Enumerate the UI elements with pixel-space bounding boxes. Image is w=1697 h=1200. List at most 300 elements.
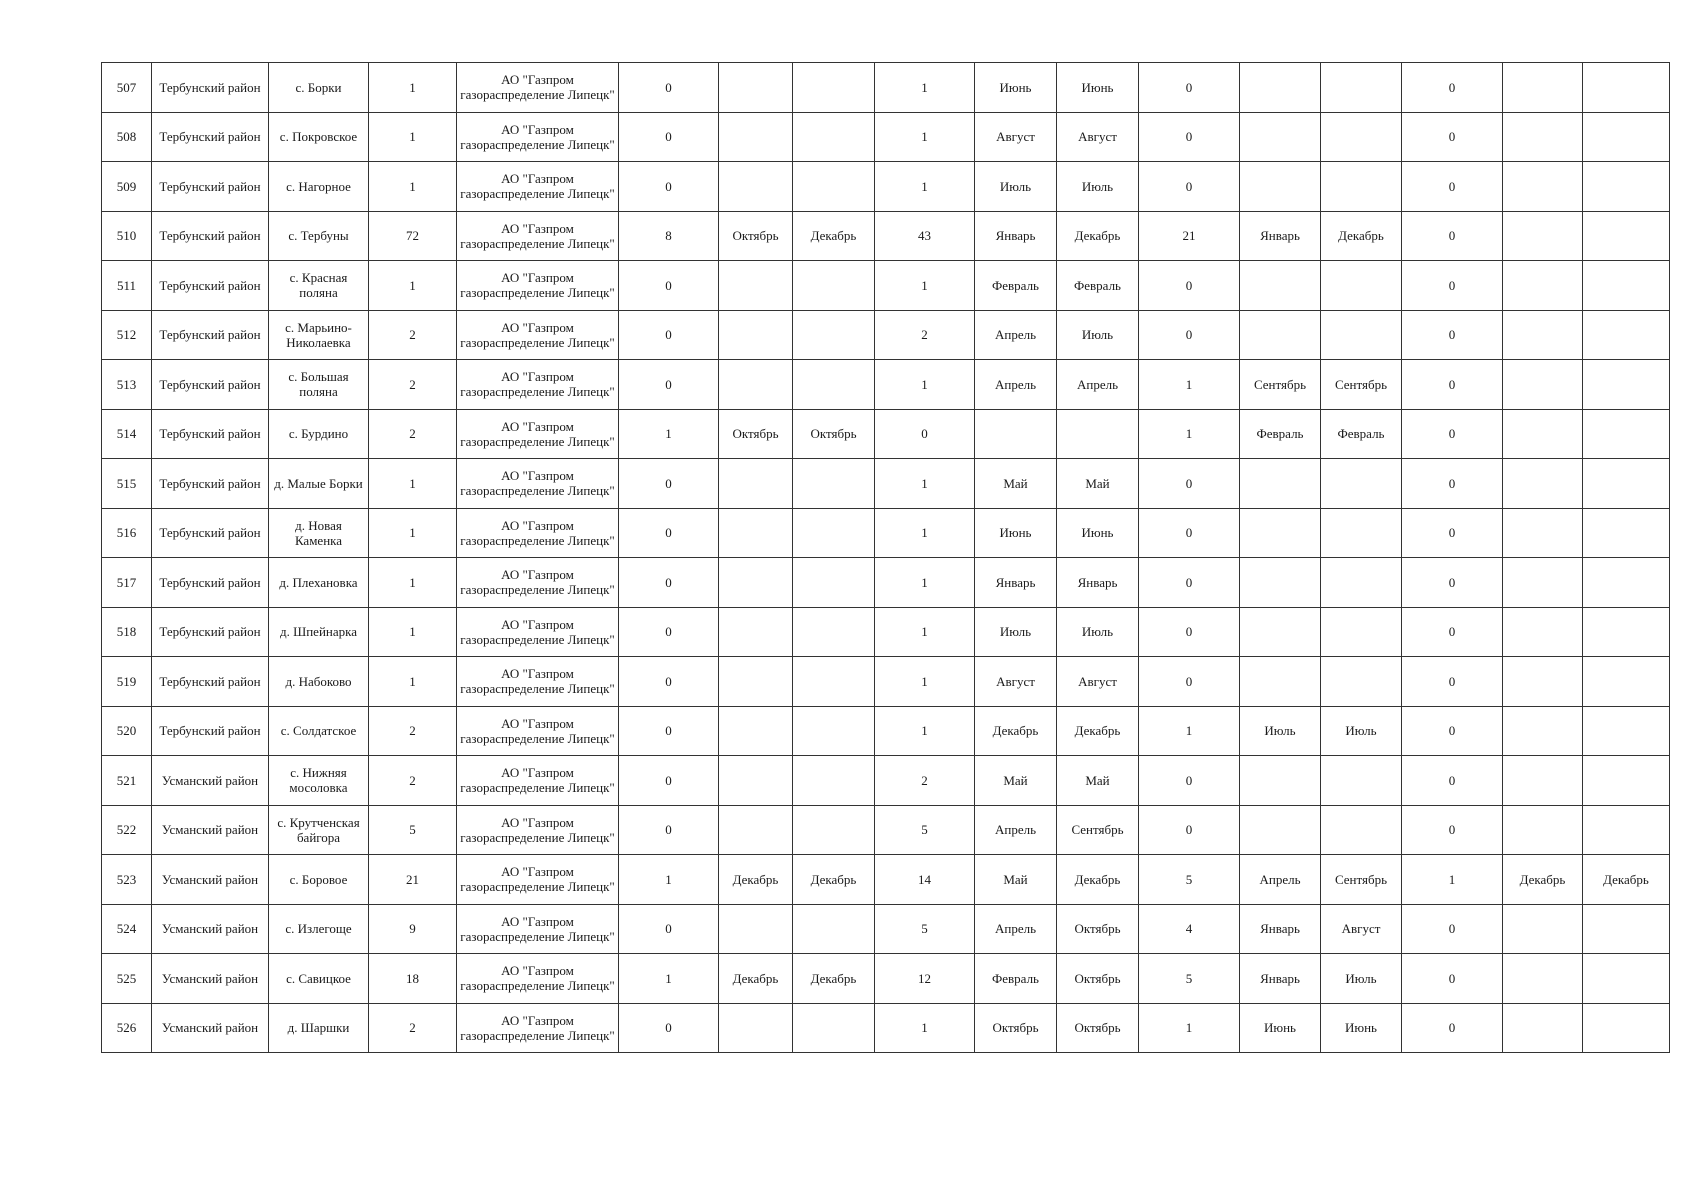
cell-start-4 bbox=[1503, 657, 1583, 707]
cell-start-4 bbox=[1503, 607, 1583, 657]
table-row bbox=[102, 508, 1670, 558]
cell-organization: АО "Газпром газораспределение Липецк" bbox=[457, 63, 619, 113]
cell-start-2: Июнь bbox=[975, 63, 1057, 113]
cell-district: Тербунский район bbox=[152, 508, 269, 558]
cell-count-3: 5 bbox=[1139, 954, 1240, 1004]
cell-count-4: 0 bbox=[1402, 607, 1503, 657]
cell-start-3 bbox=[1240, 657, 1321, 707]
cell-district: Усманский район bbox=[152, 1003, 269, 1053]
table-row bbox=[102, 261, 1670, 311]
cell-row-number: 526 bbox=[102, 1003, 152, 1053]
cell-settlement: д. Набоково bbox=[269, 657, 369, 707]
cell-district: Тербунский район bbox=[152, 360, 269, 410]
cell-count-2: 1 bbox=[875, 261, 975, 311]
cell-end-1 bbox=[793, 706, 875, 756]
cell-count-3: 0 bbox=[1139, 112, 1240, 162]
cell-start-1 bbox=[719, 508, 793, 558]
cell-start-2: Октябрь bbox=[975, 1003, 1057, 1053]
cell-end-2: Май bbox=[1057, 756, 1139, 806]
cell-end-4 bbox=[1583, 657, 1670, 707]
cell-end-2: Октябрь bbox=[1057, 954, 1139, 1004]
cell-row-number: 510 bbox=[102, 211, 152, 261]
cell-end-2: Октябрь bbox=[1057, 904, 1139, 954]
table-row bbox=[102, 112, 1670, 162]
cell-start-3 bbox=[1240, 112, 1321, 162]
cell-end-2: Сентябрь bbox=[1057, 805, 1139, 855]
cell-organization: АО "Газпром газораспределение Липецк" bbox=[457, 409, 619, 459]
cell-district: Усманский район bbox=[152, 756, 269, 806]
cell-start-3 bbox=[1240, 63, 1321, 113]
cell-start-4 bbox=[1503, 706, 1583, 756]
cell-end-4 bbox=[1583, 558, 1670, 608]
cell-settlement: с. Марьино-Николаевка bbox=[269, 310, 369, 360]
cell-end-4 bbox=[1583, 756, 1670, 806]
cell-start-4 bbox=[1503, 112, 1583, 162]
cell-district: Усманский район bbox=[152, 954, 269, 1004]
cell-end-1 bbox=[793, 607, 875, 657]
cell-end-1 bbox=[793, 162, 875, 212]
cell-count-1: 0 bbox=[619, 805, 719, 855]
table-row bbox=[102, 409, 1670, 459]
cell-end-1 bbox=[793, 310, 875, 360]
cell-row-number: 516 bbox=[102, 508, 152, 558]
cell-count-3: 0 bbox=[1139, 558, 1240, 608]
cell-count-4: 0 bbox=[1402, 706, 1503, 756]
cell-start-2: Май bbox=[975, 756, 1057, 806]
cell-start-1 bbox=[719, 706, 793, 756]
cell-count-4: 0 bbox=[1402, 1003, 1503, 1053]
cell-end-4 bbox=[1583, 112, 1670, 162]
cell-end-3: Декабрь bbox=[1321, 211, 1402, 261]
table-row bbox=[102, 211, 1670, 261]
cell-end-1 bbox=[793, 657, 875, 707]
cell-row-number: 507 bbox=[102, 63, 152, 113]
cell-count-2: 5 bbox=[875, 904, 975, 954]
cell-count-1: 0 bbox=[619, 904, 719, 954]
cell-end-2: Апрель bbox=[1057, 360, 1139, 410]
cell-start-4 bbox=[1503, 1003, 1583, 1053]
cell-row-number: 519 bbox=[102, 657, 152, 707]
cell-count-4: 0 bbox=[1402, 657, 1503, 707]
cell-row-number: 523 bbox=[102, 855, 152, 905]
cell-end-3: Июль bbox=[1321, 706, 1402, 756]
cell-count-1: 0 bbox=[619, 558, 719, 608]
cell-start-1 bbox=[719, 63, 793, 113]
cell-district: Тербунский район bbox=[152, 657, 269, 707]
cell-total: 2 bbox=[369, 756, 457, 806]
cell-district: Тербунский район bbox=[152, 459, 269, 509]
cell-start-4 bbox=[1503, 954, 1583, 1004]
cell-organization: АО "Газпром газораспределение Липецк" bbox=[457, 855, 619, 905]
cell-count-3: 0 bbox=[1139, 310, 1240, 360]
cell-end-3 bbox=[1321, 607, 1402, 657]
cell-end-2: Май bbox=[1057, 459, 1139, 509]
cell-start-1 bbox=[719, 360, 793, 410]
cell-count-4: 0 bbox=[1402, 756, 1503, 806]
cell-settlement: с. Бурдино bbox=[269, 409, 369, 459]
cell-total: 1 bbox=[369, 657, 457, 707]
cell-count-1: 0 bbox=[619, 310, 719, 360]
cell-end-1 bbox=[793, 805, 875, 855]
table-row bbox=[102, 459, 1670, 509]
table-row bbox=[102, 855, 1670, 905]
cell-total: 21 bbox=[369, 855, 457, 905]
cell-count-1: 1 bbox=[619, 409, 719, 459]
cell-end-4 bbox=[1583, 805, 1670, 855]
cell-total: 18 bbox=[369, 954, 457, 1004]
cell-end-2: Июль bbox=[1057, 607, 1139, 657]
cell-count-4: 1 bbox=[1402, 855, 1503, 905]
cell-end-3 bbox=[1321, 459, 1402, 509]
cell-end-4 bbox=[1583, 459, 1670, 509]
cell-count-4: 0 bbox=[1402, 63, 1503, 113]
cell-start-1 bbox=[719, 756, 793, 806]
cell-count-2: 43 bbox=[875, 211, 975, 261]
cell-end-4 bbox=[1583, 162, 1670, 212]
cell-count-4: 0 bbox=[1402, 459, 1503, 509]
cell-start-3 bbox=[1240, 162, 1321, 212]
cell-start-2: Июль bbox=[975, 162, 1057, 212]
cell-count-4: 0 bbox=[1402, 211, 1503, 261]
cell-count-3: 1 bbox=[1139, 706, 1240, 756]
cell-end-3: Июль bbox=[1321, 954, 1402, 1004]
cell-start-4: Декабрь bbox=[1503, 855, 1583, 905]
cell-row-number: 517 bbox=[102, 558, 152, 608]
cell-end-1: Декабрь bbox=[793, 211, 875, 261]
cell-count-2: 12 bbox=[875, 954, 975, 1004]
cell-start-2: Июнь bbox=[975, 508, 1057, 558]
cell-count-2: 1 bbox=[875, 508, 975, 558]
cell-organization: АО "Газпром газораспределение Липецк" bbox=[457, 657, 619, 707]
cell-district: Тербунский район bbox=[152, 310, 269, 360]
cell-organization: АО "Газпром газораспределение Липецк" bbox=[457, 508, 619, 558]
cell-start-1 bbox=[719, 310, 793, 360]
cell-count-1: 0 bbox=[619, 756, 719, 806]
cell-end-4 bbox=[1583, 706, 1670, 756]
cell-start-3 bbox=[1240, 756, 1321, 806]
table-row bbox=[102, 360, 1670, 410]
cell-end-2: Июль bbox=[1057, 310, 1139, 360]
cell-start-3: Январь bbox=[1240, 211, 1321, 261]
cell-settlement: с. Тербуны bbox=[269, 211, 369, 261]
table-row bbox=[102, 904, 1670, 954]
cell-start-3 bbox=[1240, 607, 1321, 657]
table-row bbox=[102, 706, 1670, 756]
cell-count-3: 1 bbox=[1139, 360, 1240, 410]
cell-start-3 bbox=[1240, 310, 1321, 360]
cell-start-1 bbox=[719, 657, 793, 707]
table-row bbox=[102, 954, 1670, 1004]
table-row bbox=[102, 756, 1670, 806]
table-row bbox=[102, 607, 1670, 657]
cell-start-3 bbox=[1240, 508, 1321, 558]
cell-start-3: Апрель bbox=[1240, 855, 1321, 905]
cell-district: Усманский район bbox=[152, 855, 269, 905]
cell-end-1 bbox=[793, 904, 875, 954]
cell-count-1: 1 bbox=[619, 855, 719, 905]
cell-end-2: Июнь bbox=[1057, 508, 1139, 558]
cell-settlement: с. Большая поляна bbox=[269, 360, 369, 410]
cell-end-3: Сентябрь bbox=[1321, 360, 1402, 410]
cell-count-3: 1 bbox=[1139, 409, 1240, 459]
cell-district: Усманский район bbox=[152, 805, 269, 855]
cell-start-4 bbox=[1503, 904, 1583, 954]
cell-end-4 bbox=[1583, 1003, 1670, 1053]
cell-count-4: 0 bbox=[1402, 954, 1503, 1004]
cell-total: 1 bbox=[369, 112, 457, 162]
cell-count-4: 0 bbox=[1402, 805, 1503, 855]
cell-end-3 bbox=[1321, 63, 1402, 113]
cell-total: 1 bbox=[369, 162, 457, 212]
cell-count-2: 1 bbox=[875, 360, 975, 410]
cell-settlement: д. Шпейнарка bbox=[269, 607, 369, 657]
cell-settlement: д. Новая Каменка bbox=[269, 508, 369, 558]
cell-end-1 bbox=[793, 1003, 875, 1053]
cell-end-3 bbox=[1321, 756, 1402, 806]
cell-organization: АО "Газпром газораспределение Липецк" bbox=[457, 904, 619, 954]
cell-district: Тербунский район bbox=[152, 261, 269, 311]
cell-district: Усманский район bbox=[152, 904, 269, 954]
cell-organization: АО "Газпром газораспределение Липецк" bbox=[457, 459, 619, 509]
cell-district: Тербунский район bbox=[152, 63, 269, 113]
cell-organization: АО "Газпром газораспределение Липецк" bbox=[457, 607, 619, 657]
cell-start-1 bbox=[719, 607, 793, 657]
cell-settlement: д. Малые Борки bbox=[269, 459, 369, 509]
cell-start-4 bbox=[1503, 805, 1583, 855]
cell-row-number: 515 bbox=[102, 459, 152, 509]
cell-count-1: 0 bbox=[619, 162, 719, 212]
cell-row-number: 518 bbox=[102, 607, 152, 657]
cell-count-4: 0 bbox=[1402, 261, 1503, 311]
cell-district: Тербунский район bbox=[152, 409, 269, 459]
cell-end-2: Август bbox=[1057, 112, 1139, 162]
cell-organization: АО "Газпром газораспределение Липецк" bbox=[457, 1003, 619, 1053]
cell-settlement: д. Шаршки bbox=[269, 1003, 369, 1053]
cell-total: 1 bbox=[369, 607, 457, 657]
cell-end-2 bbox=[1057, 409, 1139, 459]
cell-end-3: Февраль bbox=[1321, 409, 1402, 459]
cell-end-3 bbox=[1321, 112, 1402, 162]
cell-district: Тербунский район bbox=[152, 706, 269, 756]
cell-start-2: Май bbox=[975, 855, 1057, 905]
cell-organization: АО "Газпром газораспределение Липецк" bbox=[457, 211, 619, 261]
cell-end-2: Январь bbox=[1057, 558, 1139, 608]
cell-count-1: 0 bbox=[619, 657, 719, 707]
cell-start-1 bbox=[719, 904, 793, 954]
cell-end-3 bbox=[1321, 805, 1402, 855]
cell-end-1: Декабрь bbox=[793, 954, 875, 1004]
cell-count-1: 0 bbox=[619, 261, 719, 311]
cell-count-1: 8 bbox=[619, 211, 719, 261]
cell-count-2: 1 bbox=[875, 459, 975, 509]
cell-row-number: 524 bbox=[102, 904, 152, 954]
cell-end-4 bbox=[1583, 607, 1670, 657]
cell-start-1: Октябрь bbox=[719, 409, 793, 459]
cell-count-2: 1 bbox=[875, 162, 975, 212]
cell-end-2: Август bbox=[1057, 657, 1139, 707]
cell-start-2: Август bbox=[975, 657, 1057, 707]
cell-end-1 bbox=[793, 360, 875, 410]
cell-end-1: Декабрь bbox=[793, 855, 875, 905]
cell-organization: АО "Газпром газораспределение Липецк" bbox=[457, 310, 619, 360]
cell-start-3: Июль bbox=[1240, 706, 1321, 756]
cell-start-1 bbox=[719, 459, 793, 509]
cell-end-3 bbox=[1321, 508, 1402, 558]
cell-count-4: 0 bbox=[1402, 360, 1503, 410]
cell-start-2: Январь bbox=[975, 558, 1057, 608]
cell-end-1 bbox=[793, 63, 875, 113]
cell-start-3: Февраль bbox=[1240, 409, 1321, 459]
cell-start-4 bbox=[1503, 162, 1583, 212]
cell-end-2: Февраль bbox=[1057, 261, 1139, 311]
cell-start-4 bbox=[1503, 310, 1583, 360]
cell-organization: АО "Газпром газораспределение Липецк" bbox=[457, 756, 619, 806]
cell-start-2: Февраль bbox=[975, 261, 1057, 311]
cell-row-number: 511 bbox=[102, 261, 152, 311]
cell-settlement: с. Савицкое bbox=[269, 954, 369, 1004]
cell-end-2: Июнь bbox=[1057, 63, 1139, 113]
cell-start-2: Апрель bbox=[975, 904, 1057, 954]
cell-end-2: Декабрь bbox=[1057, 211, 1139, 261]
cell-total: 2 bbox=[369, 1003, 457, 1053]
cell-start-4 bbox=[1503, 409, 1583, 459]
cell-organization: АО "Газпром газораспределение Липецк" bbox=[457, 360, 619, 410]
cell-row-number: 522 bbox=[102, 805, 152, 855]
cell-count-2: 1 bbox=[875, 706, 975, 756]
cell-count-2: 1 bbox=[875, 1003, 975, 1053]
cell-count-3: 0 bbox=[1139, 805, 1240, 855]
cell-total: 1 bbox=[369, 261, 457, 311]
cell-end-4 bbox=[1583, 261, 1670, 311]
cell-end-3: Август bbox=[1321, 904, 1402, 954]
cell-count-2: 1 bbox=[875, 657, 975, 707]
cell-settlement: д. Плехановка bbox=[269, 558, 369, 608]
cell-end-3 bbox=[1321, 261, 1402, 311]
cell-row-number: 521 bbox=[102, 756, 152, 806]
cell-start-2: Июль bbox=[975, 607, 1057, 657]
cell-count-2: 5 bbox=[875, 805, 975, 855]
table-row bbox=[102, 162, 1670, 212]
cell-start-1 bbox=[719, 162, 793, 212]
cell-end-3 bbox=[1321, 162, 1402, 212]
cell-count-4: 0 bbox=[1402, 112, 1503, 162]
table-row bbox=[102, 805, 1670, 855]
cell-count-4: 0 bbox=[1402, 904, 1503, 954]
cell-count-4: 0 bbox=[1402, 558, 1503, 608]
cell-total: 1 bbox=[369, 459, 457, 509]
cell-settlement: с. Нижняя мосоловка bbox=[269, 756, 369, 806]
cell-count-1: 0 bbox=[619, 508, 719, 558]
cell-end-2: Июль bbox=[1057, 162, 1139, 212]
cell-organization: АО "Газпром газораспределение Липецк" bbox=[457, 706, 619, 756]
cell-end-4 bbox=[1583, 63, 1670, 113]
cell-settlement: с. Крутченская байгора bbox=[269, 805, 369, 855]
cell-end-4 bbox=[1583, 508, 1670, 558]
table-row bbox=[102, 63, 1670, 113]
cell-organization: АО "Газпром газораспределение Липецк" bbox=[457, 954, 619, 1004]
cell-end-1 bbox=[793, 508, 875, 558]
cell-start-1 bbox=[719, 805, 793, 855]
cell-count-3: 0 bbox=[1139, 508, 1240, 558]
cell-start-2: Декабрь bbox=[975, 706, 1057, 756]
cell-count-4: 0 bbox=[1402, 409, 1503, 459]
cell-count-4: 0 bbox=[1402, 162, 1503, 212]
cell-start-1: Декабрь bbox=[719, 954, 793, 1004]
cell-total: 2 bbox=[369, 310, 457, 360]
cell-settlement: с. Излегоще bbox=[269, 904, 369, 954]
cell-start-4 bbox=[1503, 261, 1583, 311]
table-row bbox=[102, 657, 1670, 707]
cell-end-4 bbox=[1583, 360, 1670, 410]
cell-organization: АО "Газпром газораспределение Липецк" bbox=[457, 261, 619, 311]
cell-count-3: 0 bbox=[1139, 756, 1240, 806]
cell-count-1: 0 bbox=[619, 459, 719, 509]
cell-start-1: Октябрь bbox=[719, 211, 793, 261]
cell-start-2: Август bbox=[975, 112, 1057, 162]
cell-row-number: 513 bbox=[102, 360, 152, 410]
cell-start-3: Январь bbox=[1240, 904, 1321, 954]
cell-row-number: 508 bbox=[102, 112, 152, 162]
cell-start-2: Апрель bbox=[975, 805, 1057, 855]
cell-row-number: 525 bbox=[102, 954, 152, 1004]
cell-end-1 bbox=[793, 261, 875, 311]
cell-total: 2 bbox=[369, 706, 457, 756]
cell-start-2: Май bbox=[975, 459, 1057, 509]
cell-end-1 bbox=[793, 756, 875, 806]
cell-end-3 bbox=[1321, 558, 1402, 608]
cell-count-2: 1 bbox=[875, 63, 975, 113]
cell-start-1: Декабрь bbox=[719, 855, 793, 905]
cell-end-4 bbox=[1583, 310, 1670, 360]
cell-end-1: Октябрь bbox=[793, 409, 875, 459]
cell-organization: АО "Газпром газораспределение Липецк" bbox=[457, 112, 619, 162]
cell-count-2: 2 bbox=[875, 756, 975, 806]
cell-end-4 bbox=[1583, 409, 1670, 459]
cell-total: 72 bbox=[369, 211, 457, 261]
cell-count-1: 0 bbox=[619, 706, 719, 756]
cell-end-3 bbox=[1321, 657, 1402, 707]
cell-total: 2 bbox=[369, 360, 457, 410]
cell-total: 1 bbox=[369, 63, 457, 113]
cell-total: 1 bbox=[369, 558, 457, 608]
cell-district: Тербунский район bbox=[152, 607, 269, 657]
cell-count-2: 1 bbox=[875, 607, 975, 657]
cell-row-number: 520 bbox=[102, 706, 152, 756]
cell-start-2 bbox=[975, 409, 1057, 459]
cell-district: Тербунский район bbox=[152, 112, 269, 162]
cell-district: Тербунский район bbox=[152, 162, 269, 212]
cell-count-3: 0 bbox=[1139, 63, 1240, 113]
table-row bbox=[102, 1003, 1670, 1053]
cell-end-3: Сентябрь bbox=[1321, 855, 1402, 905]
table-row bbox=[102, 310, 1670, 360]
cell-settlement: с. Красная поляна bbox=[269, 261, 369, 311]
gasification-schedule-table bbox=[101, 62, 1670, 1053]
cell-end-3: Июнь bbox=[1321, 1003, 1402, 1053]
cell-settlement: с. Покровское bbox=[269, 112, 369, 162]
cell-start-4 bbox=[1503, 211, 1583, 261]
cell-end-2: Декабрь bbox=[1057, 706, 1139, 756]
cell-count-4: 0 bbox=[1402, 508, 1503, 558]
cell-count-4: 0 bbox=[1402, 310, 1503, 360]
cell-end-4 bbox=[1583, 954, 1670, 1004]
cell-start-4 bbox=[1503, 558, 1583, 608]
cell-start-3 bbox=[1240, 261, 1321, 311]
cell-organization: АО "Газпром газораспределение Липецк" bbox=[457, 805, 619, 855]
cell-settlement: с. Нагорное bbox=[269, 162, 369, 212]
cell-end-2: Декабрь bbox=[1057, 855, 1139, 905]
cell-start-1 bbox=[719, 112, 793, 162]
